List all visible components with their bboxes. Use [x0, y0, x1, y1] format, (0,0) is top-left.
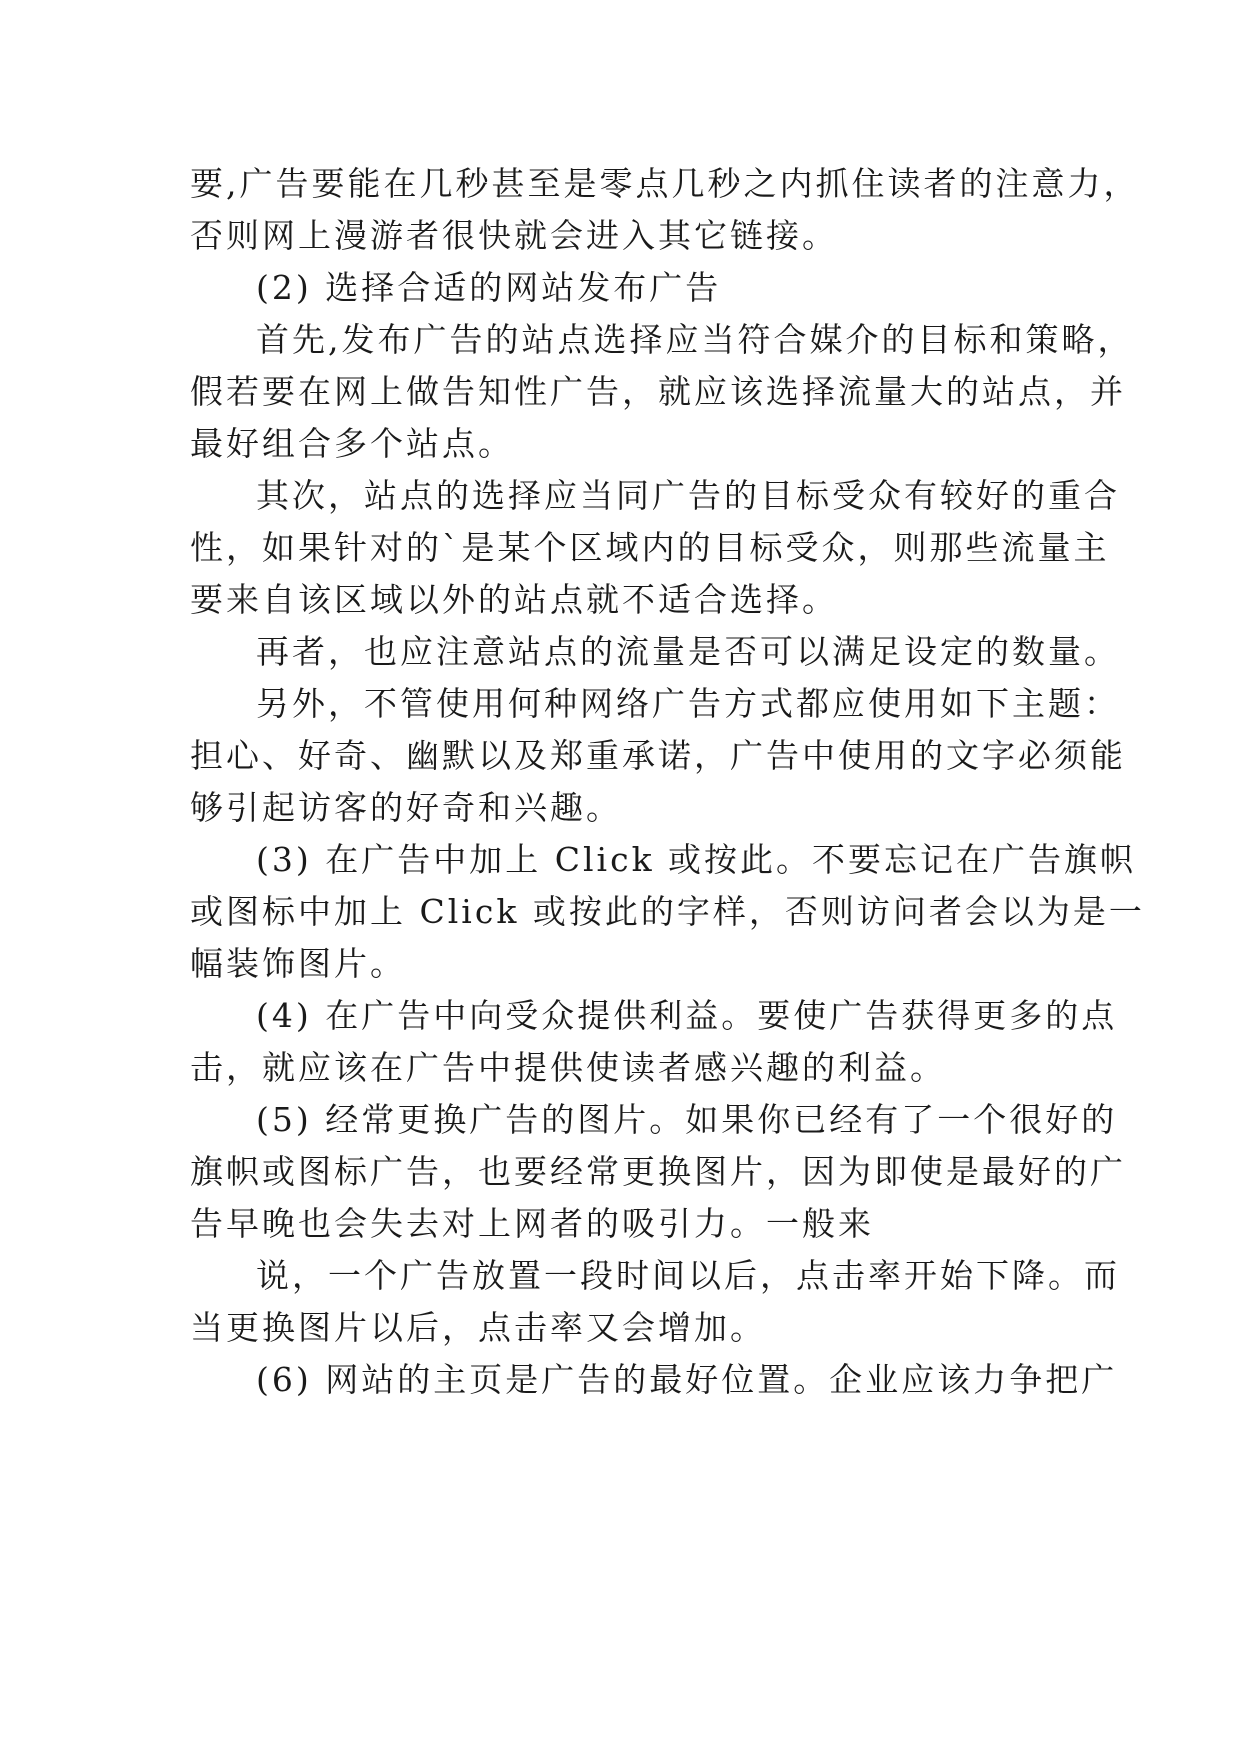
text-line: 假若要在网上做告知性广告，就应该选择流量大的站点，并	[190, 372, 1126, 411]
text-line: 最好组合多个站点。	[190, 424, 514, 463]
section-heading-6: (6) 网站的主页是广告的最好位置。企业应该力争把广	[256, 1360, 1118, 1399]
section-heading-3: (3) 在广告中加上 Click 或按此。不要忘记在广告旗帜	[256, 840, 1137, 879]
text-line: 再者，也应注意站点的流量是否可以满足设定的数量。	[256, 632, 1120, 671]
text-line: 否则网上漫游者很快就会进入其它链接。	[190, 216, 838, 255]
text-line: 担心、好奇、幽默以及郑重承诺，广告中使用的文字必须能	[190, 736, 1126, 775]
text-line: 击，就应该在广告中提供使读者感兴趣的利益。	[190, 1048, 946, 1087]
text-line: 或图标中加上 Click 或按此的字样，否则访问者会以为是一	[190, 892, 1145, 931]
text-line: 旗帜或图标广告，也要经常更换图片，因为即使是最好的广	[190, 1152, 1126, 1191]
text-line: 要来自该区域以外的站点就不适合选择。	[190, 580, 838, 619]
section-heading-2: (2) 选择合适的网站发布广告	[256, 268, 722, 307]
text-line: 够引起访客的好奇和兴趣。	[190, 788, 622, 827]
text-line: 当更换图片以后，点击率又会增加。	[190, 1308, 766, 1347]
text-line: 告早晚也会失去对上网者的吸引力。一般来	[190, 1204, 874, 1243]
text-line: 另外，不管使用何种网络广告方式都应使用如下主题：	[256, 684, 1120, 723]
section-heading-4: (4) 在广告中向受众提供利益。要使广告获得更多的点	[256, 996, 1118, 1035]
text-line: 性，如果针对的`是某个区域内的目标受众，则那些流量主	[190, 528, 1110, 567]
text-line: 要,广告要能在几秒甚至是零点几秒之内抓住读者的注意力，	[190, 164, 1140, 203]
text-line: 首先,发布广告的站点选择应当符合媒介的目标和策略，	[256, 320, 1134, 359]
text-line: 说，一个广告放置一段时间以后，点击率开始下降。而	[256, 1256, 1120, 1295]
section-heading-5: (5) 经常更换广告的图片。如果你已经有了一个很好的	[256, 1100, 1118, 1139]
text-line: 其次，站点的选择应当同广告的目标受众有较好的重合	[256, 476, 1120, 515]
text-line: 幅装饰图片。	[190, 944, 406, 983]
